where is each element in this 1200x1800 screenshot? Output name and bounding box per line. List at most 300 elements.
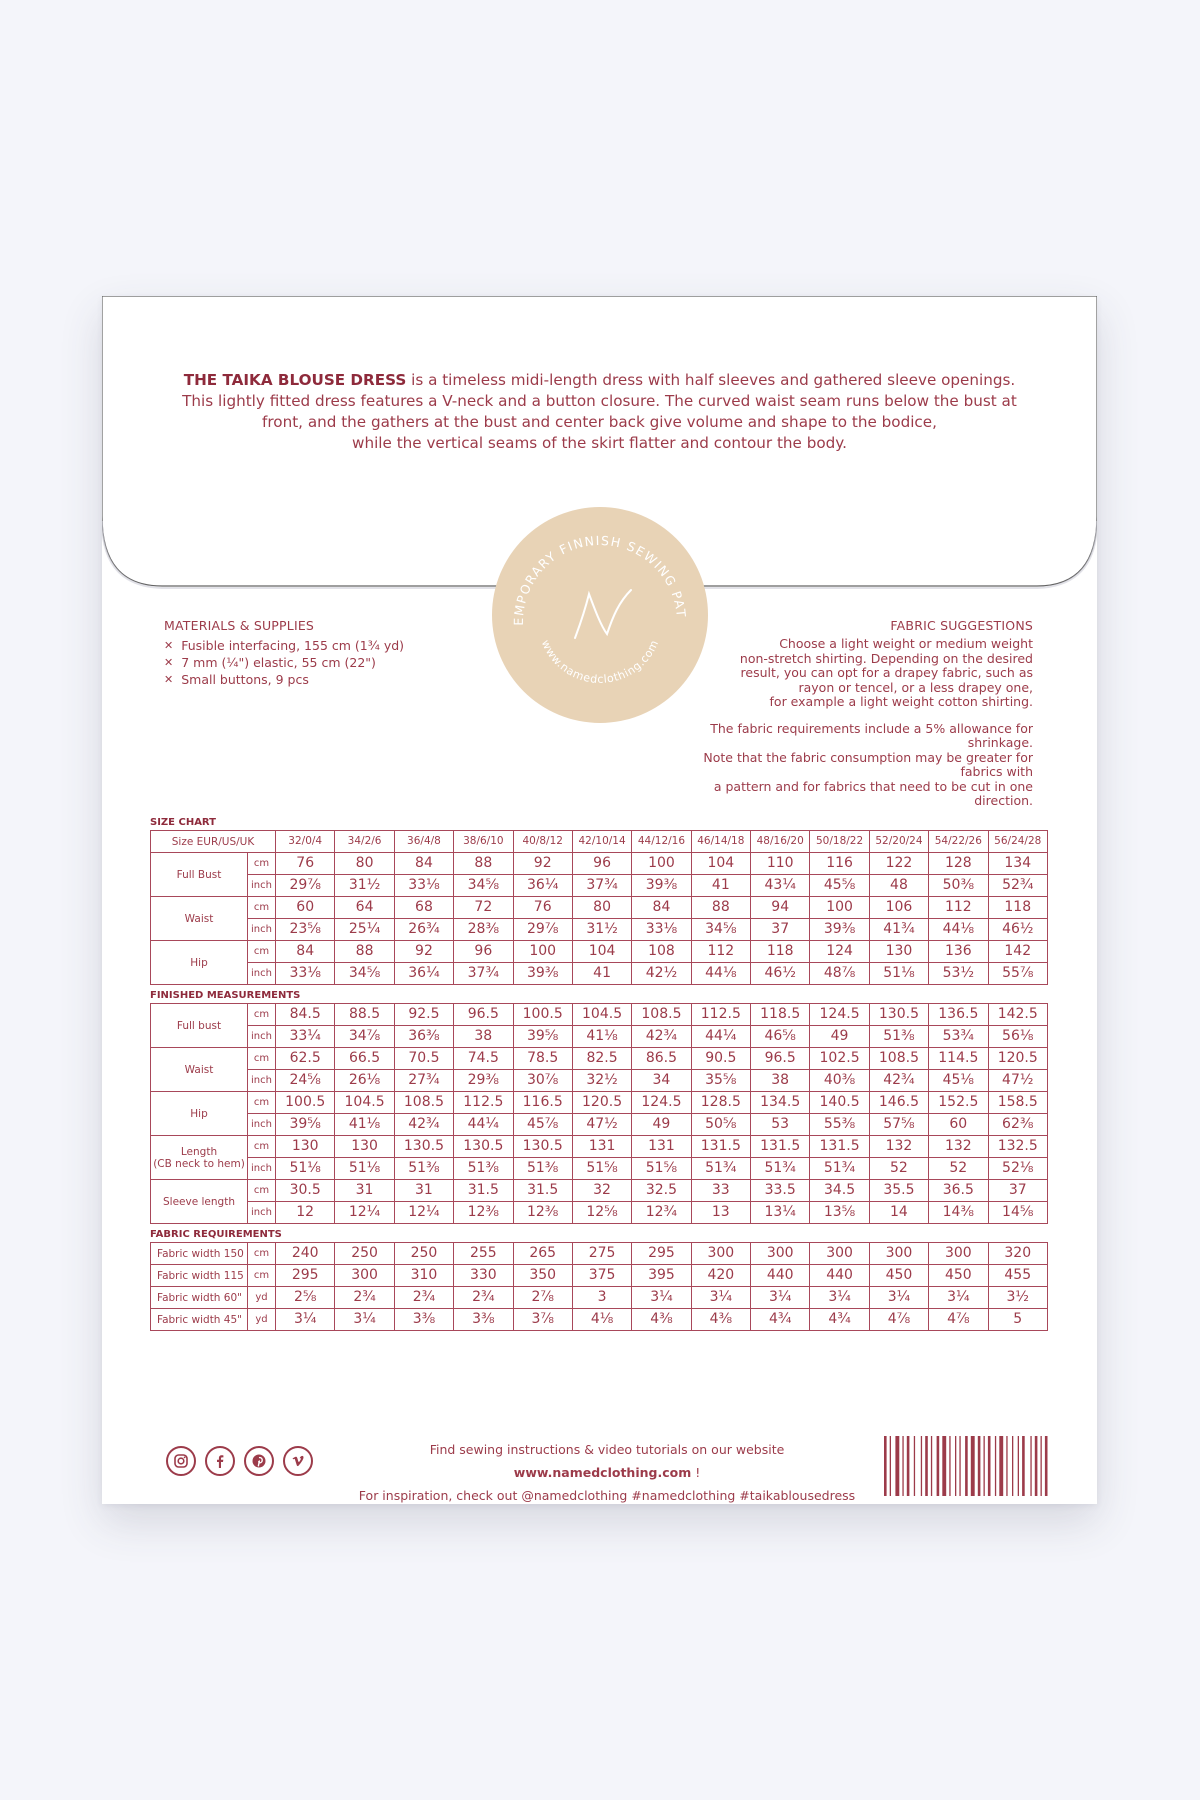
table-cell: 13 [691, 1202, 750, 1224]
barcode-bar [978, 1436, 981, 1496]
footer-line-1-end: ! [695, 1465, 701, 1480]
table-cell: 31½ [572, 919, 631, 941]
table-cell: 3¼ [632, 1287, 691, 1309]
table-cell: 12⅝ [572, 1202, 631, 1224]
barcode-bar [914, 1436, 915, 1496]
table-cell: 250 [335, 1243, 394, 1265]
table-cell: 44¼ [691, 1026, 750, 1048]
table-cell: 92.5 [394, 1004, 453, 1026]
seal-website-text: www.namedclothing.com [538, 637, 662, 686]
unit-label: inch [248, 1070, 276, 1092]
table-cell: 48⅞ [810, 963, 869, 985]
table-cell: 29⅞ [276, 875, 335, 897]
social-links [166, 1446, 313, 1476]
table-cell: 32 [572, 1180, 631, 1202]
table-cell: 34⅝ [454, 875, 513, 897]
table-cell: 88 [691, 897, 750, 919]
table-cell: 42¾ [632, 1026, 691, 1048]
table-cell: 100.5 [276, 1092, 335, 1114]
table-cell: 128 [929, 853, 988, 875]
table-cell: 112.5 [691, 1004, 750, 1026]
table-cell: 25¼ [335, 919, 394, 941]
table-cell: 136 [929, 941, 988, 963]
table-cell: 38 [751, 1070, 810, 1092]
size-column-header: 32/0/4 [276, 831, 335, 853]
table-cell: 132 [929, 1136, 988, 1158]
table-cell: 45⅝ [810, 875, 869, 897]
measure-label [151, 1004, 248, 1048]
barcode-bar [1018, 1436, 1019, 1496]
table-cell: 2¾ [394, 1287, 453, 1309]
barcode-bar [1045, 1436, 1048, 1496]
table-cell: 130.5 [869, 1004, 928, 1026]
table-cell: 51⅜ [394, 1158, 453, 1180]
table-cell: 56⅛ [988, 1026, 1048, 1048]
size-column-header: 34/2/6 [335, 831, 394, 853]
table-cell: 255 [454, 1243, 513, 1265]
size-column-header: 44/12/16 [632, 831, 691, 853]
table-cell: 80 [335, 853, 394, 875]
table-cell: 142.5 [988, 1004, 1048, 1026]
barcode-bar [955, 1436, 956, 1496]
fabric-line: rayon or tencel, or a less drapey one, [798, 679, 1033, 695]
barcode-bar [942, 1436, 946, 1496]
table-cell: 90.5 [691, 1048, 750, 1070]
table-cell: 42½ [632, 963, 691, 985]
table-cell: 130 [869, 941, 928, 963]
table-cell: 132 [869, 1136, 928, 1158]
table-cell: 39⅝ [513, 1026, 572, 1048]
table-cell: 12¾ [632, 1202, 691, 1224]
table-cell: 128.5 [691, 1092, 750, 1114]
measure-label: Hip [151, 941, 248, 985]
table-cell: 68 [394, 897, 453, 919]
table-cell: 37 [988, 1180, 1048, 1202]
table-cell: 30.5 [276, 1180, 335, 1202]
fabric-width-label: Fabric width 60" [151, 1287, 248, 1309]
table-cell: 51⅛ [335, 1158, 394, 1180]
barcode-bar [925, 1436, 928, 1496]
finished-measurements-table [150, 1003, 1048, 1224]
measure-label-text: Full bust [176, 1019, 222, 1032]
table-cell: 36.5 [929, 1180, 988, 1202]
table-cell: 395 [632, 1265, 691, 1287]
table-cell: 14 [869, 1202, 928, 1224]
table-cell: 12⅜ [513, 1202, 572, 1224]
table-cell: 48 [869, 875, 928, 897]
table-cell: 88.5 [335, 1004, 394, 1026]
cross-icon: ✕ [164, 639, 174, 652]
table-cell: 136.5 [929, 1004, 988, 1026]
table-cell: 39⅜ [513, 963, 572, 985]
table-cell: 3⅞ [513, 1309, 572, 1331]
unit-label: cm [248, 1265, 276, 1287]
table-cell: 78.5 [513, 1048, 572, 1070]
table-cell: 41 [691, 875, 750, 897]
table-cell: 275 [572, 1243, 631, 1265]
table-cell: 96 [454, 941, 513, 963]
unit-label: cm [248, 1243, 276, 1265]
table-cell: 131.5 [751, 1136, 810, 1158]
barcode-bar [959, 1436, 960, 1496]
table-cell: 34⅞ [335, 1026, 394, 1048]
table-cell: 131.5 [810, 1136, 869, 1158]
table-cell: 62⅜ [988, 1114, 1048, 1136]
table-cell: 300 [810, 1243, 869, 1265]
table-cell: 142 [988, 941, 1047, 963]
table-cell: 34.5 [810, 1180, 869, 1202]
table-cell: 33⅛ [394, 875, 453, 897]
facebook-icon[interactable] [205, 1446, 235, 1476]
materials-item [164, 671, 494, 688]
table-cell: 104.5 [335, 1092, 394, 1114]
pattern-envelope [102, 296, 1097, 1504]
size-column-header: 42/10/14 [572, 831, 631, 853]
table-cell: 80 [572, 897, 631, 919]
table-cell: 88 [454, 853, 513, 875]
table-cell: 440 [810, 1265, 869, 1287]
barcode-bar [907, 1436, 910, 1496]
size-column-header: 48/16/20 [751, 831, 810, 853]
table-cell: 3¼ [751, 1287, 810, 1309]
table-cell: 57⅝ [869, 1114, 928, 1136]
table-cell: 52¾ [988, 875, 1047, 897]
table-cell: 40⅜ [810, 1070, 869, 1092]
table-cell: 124 [810, 941, 869, 963]
note-line: The fabric requirements include a 5% allowance for shrinkage. [710, 720, 1033, 750]
table-cell: 104 [572, 941, 631, 963]
table-cell: 42¾ [869, 1070, 928, 1092]
table-cell: 74.5 [454, 1048, 513, 1070]
unit-label: inch [248, 1114, 276, 1136]
table-cell: 104.5 [572, 1004, 631, 1026]
barcode-bar [949, 1436, 950, 1496]
table-cell: 131.5 [691, 1136, 750, 1158]
fabric-width-label: Fabric width 150 [151, 1243, 248, 1265]
table-cell: 112 [929, 897, 988, 919]
table-cell: 33 [691, 1180, 750, 1202]
table-cell: 120.5 [572, 1092, 631, 1114]
table-cell: 23⅝ [276, 919, 335, 941]
table-cell: 84 [276, 941, 335, 963]
table-cell: 41⅛ [335, 1114, 394, 1136]
table-cell: 51⅜ [454, 1158, 513, 1180]
table-cell: 110 [751, 853, 810, 875]
table-cell: 300 [335, 1265, 394, 1287]
table-cell: 13⅝ [810, 1202, 869, 1224]
size-header-label: Size EUR/US/UK [151, 831, 276, 853]
unit-label: cm [248, 853, 276, 875]
footer-line-1 [342, 1438, 872, 1484]
materials-title: MATERIALS & SUPPLIES [164, 618, 315, 633]
table-cell: 32½ [572, 1070, 631, 1092]
intro-text [162, 370, 1037, 454]
table-cell: 108 [632, 941, 691, 963]
table-cell: 108.5 [869, 1048, 928, 1070]
fabric-requirements-table [150, 1242, 1048, 1331]
unit-label: yd [248, 1309, 276, 1331]
table-cell: 122 [869, 853, 928, 875]
materials-item-label: Small buttons, 9 pcs [181, 672, 309, 687]
table-cell: 37¾ [454, 963, 513, 985]
pinterest-icon[interactable] [244, 1446, 274, 1476]
barcode-bar [921, 1436, 922, 1496]
measure-label-text: Length [180, 1145, 218, 1158]
table-cell: 300 [691, 1243, 750, 1265]
unit-label: cm [248, 1092, 276, 1114]
barcode-bar [965, 1436, 968, 1496]
note-line: Note that the fabric consumption may be greater for fabrics with [703, 749, 1033, 779]
intro-line-1: is a timeless midi-length dress with half sleeves and gathered sleeve openings. [411, 371, 1016, 389]
table-cell: 84.5 [276, 1004, 335, 1026]
table-cell: 14⅝ [988, 1202, 1048, 1224]
table-cell: 52 [929, 1158, 988, 1180]
table-cell: 44⅛ [929, 919, 988, 941]
table-cell: 96.5 [751, 1048, 810, 1070]
table-cell: 66.5 [335, 1048, 394, 1070]
table-cell: 12¼ [335, 1202, 394, 1224]
table-cell: 28⅜ [454, 919, 513, 941]
table-cell: 26¾ [394, 919, 453, 941]
measure-label [151, 1180, 248, 1224]
vimeo-icon[interactable] [283, 1446, 313, 1476]
table-cell: 3 [572, 1287, 631, 1309]
table-cell: 4⅜ [691, 1309, 750, 1331]
barcode-bar [999, 1436, 1003, 1496]
unit-label: inch [248, 1202, 276, 1224]
table-cell: 130 [276, 1136, 335, 1158]
table-cell: 114.5 [929, 1048, 988, 1070]
dress-title: THE TAIKA BLOUSE DRESS [183, 371, 407, 389]
table-cell: 300 [929, 1243, 988, 1265]
table-cell: 455 [988, 1265, 1048, 1287]
table-cell: 51¾ [751, 1158, 810, 1180]
table-cell: 33¼ [276, 1026, 335, 1048]
table-cell: 31.5 [513, 1180, 572, 1202]
table-cell: 51⅝ [572, 1158, 631, 1180]
barcode-bar [884, 1436, 887, 1496]
table-cell: 51¾ [810, 1158, 869, 1180]
table-cell: 450 [869, 1265, 928, 1287]
table-cell: 112.5 [454, 1092, 513, 1114]
table-cell: 124.5 [632, 1092, 691, 1114]
table-cell: 34⅝ [691, 919, 750, 941]
table-cell: 3¼ [276, 1309, 335, 1331]
size-column-header: 56/24/28 [988, 831, 1047, 853]
footer-text [342, 1438, 872, 1504]
table-cell: 44¼ [454, 1114, 513, 1136]
table-cell: 29⅞ [513, 919, 572, 941]
table-cell: 45⅛ [929, 1070, 988, 1092]
materials-item [164, 637, 494, 654]
barcode-bar [1041, 1436, 1042, 1496]
table-cell: 420 [691, 1265, 750, 1287]
table-cell: 39⅝ [276, 1114, 335, 1136]
measure-label-text: Sleeve length [163, 1195, 235, 1208]
measure-label [151, 1048, 248, 1092]
table-cell: 3⅜ [394, 1309, 453, 1331]
table-cell: 39⅜ [810, 919, 869, 941]
table-cell: 62.5 [276, 1048, 335, 1070]
fabric-line: Choose a light weight or medium weight [779, 636, 1033, 651]
fabric-line: non-stretch shirting. Depending on the desired [739, 650, 1033, 666]
table-cell: 30⅞ [513, 1070, 572, 1092]
table-cell: 92 [394, 941, 453, 963]
table-cell: 47½ [988, 1070, 1048, 1092]
table-cell: 31.5 [454, 1180, 513, 1202]
table-cell: 12⅜ [454, 1202, 513, 1224]
table-cell: 4⅞ [869, 1309, 928, 1331]
table-cell: 36¼ [394, 963, 453, 985]
footer-line-2: For inspiration, check out @namedclothing #namedclothing #taikablousedress [358, 1488, 856, 1503]
cross-icon: ✕ [164, 673, 174, 686]
table-cell: 108.5 [632, 1004, 691, 1026]
barcode-bar [1022, 1436, 1025, 1496]
size-column-header: 52/20/24 [869, 831, 928, 853]
intro-line-3: front, and the gathers at the bust and center back give volume and shape to the bodice, [262, 413, 937, 431]
table-cell: 34 [632, 1070, 691, 1092]
materials-item [164, 654, 494, 671]
note-line: a pattern and for fabrics that need to be cut in one direction. [713, 778, 1033, 808]
measure-label-text: Hip [190, 1107, 208, 1120]
table-cell: 29⅜ [454, 1070, 513, 1092]
table-cell: 53½ [929, 963, 988, 985]
unit-label: yd [248, 1287, 276, 1309]
table-cell: 60 [929, 1114, 988, 1136]
fabric-title: FABRIC SUGGESTIONS [890, 618, 1033, 633]
table-cell: 44⅛ [691, 963, 750, 985]
table-cell: 130 [335, 1136, 394, 1158]
table-cell: 116 [810, 853, 869, 875]
table-cell: 33⅛ [632, 919, 691, 941]
table-cell: 36¼ [513, 875, 572, 897]
table-cell: 2¾ [454, 1287, 513, 1309]
size-column-header: 46/14/18 [691, 831, 750, 853]
table-cell: 134.5 [751, 1092, 810, 1114]
measure-label [151, 1136, 248, 1180]
size-column-header: 50/18/22 [810, 831, 869, 853]
table-cell: 13¼ [751, 1202, 810, 1224]
table-cell: 310 [394, 1265, 453, 1287]
table-cell: 120.5 [988, 1048, 1048, 1070]
table-cell: 42¾ [394, 1114, 453, 1136]
table-cell: 46⅝ [751, 1026, 810, 1048]
size-column-header: 40/8/12 [513, 831, 572, 853]
table-cell: 92 [513, 853, 572, 875]
table-cell: 24⅝ [276, 1070, 335, 1092]
table-cell: 250 [394, 1243, 453, 1265]
finished-measurements-title: FINISHED MEASUREMENTS [150, 990, 301, 1001]
unit-label: cm [248, 1136, 276, 1158]
table-cell: 34⅝ [335, 963, 394, 985]
table-cell: 35⅝ [691, 1070, 750, 1092]
table-cell: 100.5 [513, 1004, 572, 1026]
materials-section [164, 618, 494, 688]
table-cell: 84 [632, 897, 691, 919]
table-cell: 53 [751, 1114, 810, 1136]
website-link[interactable]: www.namedclothing.com [513, 1465, 692, 1480]
measure-label [151, 1092, 248, 1136]
table-cell: 94 [751, 897, 810, 919]
unit-label: inch [248, 1158, 276, 1180]
table-cell: 4⅜ [632, 1309, 691, 1331]
table-cell: 55⅜ [810, 1114, 869, 1136]
table-cell: 52⅛ [988, 1158, 1048, 1180]
table-cell: 440 [751, 1265, 810, 1287]
table-cell: 375 [572, 1265, 631, 1287]
table-cell: 51⅝ [632, 1158, 691, 1180]
table-cell: 132.5 [988, 1136, 1048, 1158]
table-cell: 130.5 [454, 1136, 513, 1158]
fabric-requirements-title: FABRIC REQUIREMENTS [150, 1229, 282, 1240]
instagram-icon[interactable] [166, 1446, 196, 1476]
size-column-header: 36/4/8 [394, 831, 453, 853]
measure-sublabel: (CB neck to hem) [153, 1157, 245, 1170]
table-cell: 76 [513, 897, 572, 919]
shrinkage-note [703, 722, 1033, 809]
table-cell: 46½ [988, 919, 1047, 941]
unit-label: inch [248, 963, 276, 985]
unit-label: cm [248, 1180, 276, 1202]
table-cell: 158.5 [988, 1092, 1048, 1114]
brand-seal [491, 506, 709, 724]
table-cell: 52 [869, 1158, 928, 1180]
barcode-bar [1035, 1436, 1038, 1496]
table-cell: 47½ [572, 1114, 631, 1136]
table-cell: 3¼ [335, 1309, 394, 1331]
table-cell: 39⅜ [632, 875, 691, 897]
table-cell: 96.5 [454, 1004, 513, 1026]
table-cell: 104 [691, 853, 750, 875]
table-cell: 146.5 [869, 1092, 928, 1114]
table-cell: 118.5 [751, 1004, 810, 1026]
table-cell: 116.5 [513, 1092, 572, 1114]
unit-label: inch [248, 919, 276, 941]
table-cell: 3¼ [869, 1287, 928, 1309]
table-cell: 35.5 [869, 1180, 928, 1202]
table-cell: 82.5 [572, 1048, 631, 1070]
intro-line-2: This lightly fitted dress features a V-neck and a button closure. The curved waist seam runs below the bust at [182, 392, 1017, 410]
table-cell: 45⅞ [513, 1114, 572, 1136]
table-cell: 102.5 [810, 1048, 869, 1070]
unit-label: cm [248, 1048, 276, 1070]
barcode-bar [895, 1436, 899, 1496]
table-cell: 240 [276, 1243, 335, 1265]
fabric-suggestions [703, 618, 1033, 809]
table-cell: 72 [454, 897, 513, 919]
table-cell: 60 [276, 897, 335, 919]
table-cell: 4¾ [751, 1309, 810, 1331]
barcode-bar [902, 1436, 903, 1496]
table-cell: 4⅛ [572, 1309, 631, 1331]
table-cell: 43¼ [751, 875, 810, 897]
table-cell: 3¼ [691, 1287, 750, 1309]
measure-label-text: Waist [184, 1063, 214, 1076]
table-cell: 134 [988, 853, 1047, 875]
barcode-bar [995, 1436, 996, 1496]
table-cell: 37¾ [572, 875, 631, 897]
table-cell: 2⅝ [276, 1287, 335, 1309]
table-cell: 41¾ [869, 919, 928, 941]
table-cell: 38 [454, 1026, 513, 1048]
fabric-line: for example a light weight cotton shirting. [769, 694, 1033, 709]
footer [102, 1436, 1097, 1504]
table-cell: 295 [632, 1243, 691, 1265]
table-cell: 131 [572, 1136, 631, 1158]
table-cell: 100 [513, 941, 572, 963]
barcode-bar [931, 1436, 932, 1496]
barcode-bar [1030, 1436, 1031, 1496]
